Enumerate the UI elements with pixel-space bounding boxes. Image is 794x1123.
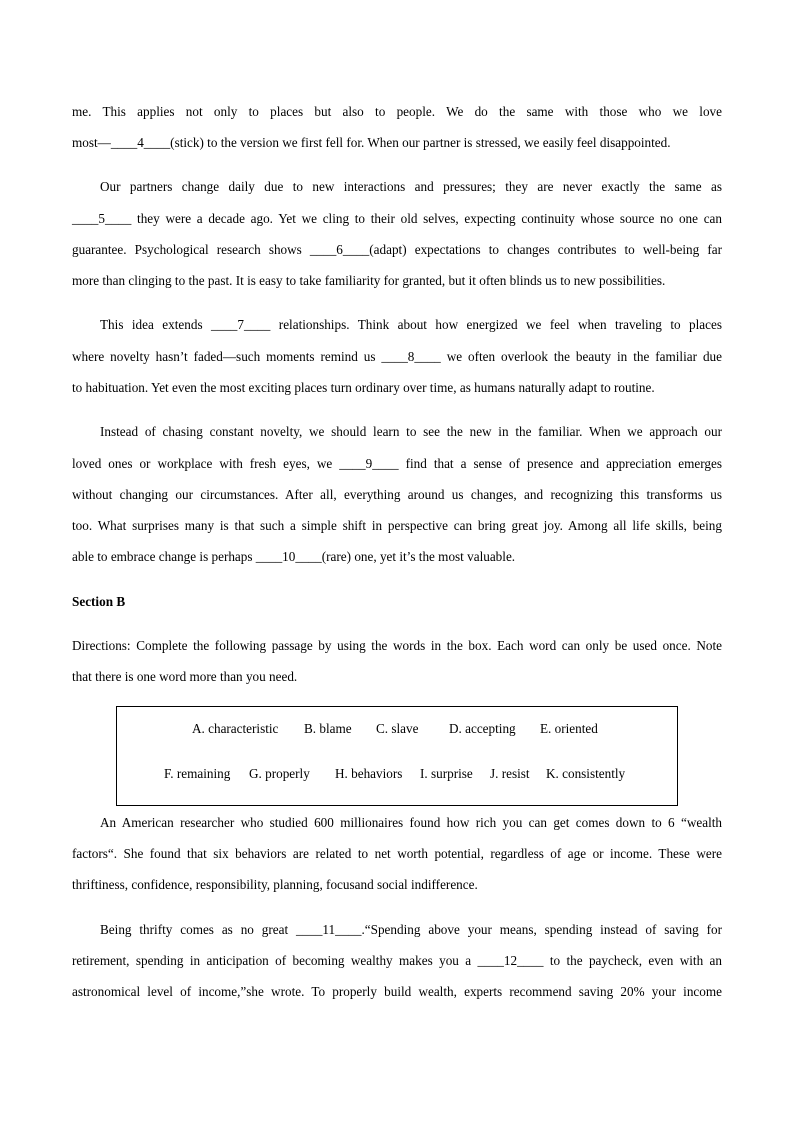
paragraph-line: without changing our circumstances. After all, everything around us changes, and recognizing this transforms us bbox=[72, 487, 722, 502]
paragraph-line: thriftiness, confidence, responsibility, planning, focusand social indifference. bbox=[72, 877, 478, 892]
word-option: I. surprise bbox=[420, 766, 473, 781]
paragraph-line: loved ones or workplace with fresh eyes, we ____9____ find that a sense of presence and appreciation emerges bbox=[72, 456, 722, 471]
word-option: C. slave bbox=[376, 721, 419, 736]
word-option: A. characteristic bbox=[192, 721, 279, 736]
word-option: E. oriented bbox=[540, 721, 598, 736]
paragraph-line: Being thrifty comes as no great ____11____.“Spending above your means, spending instead of saving for bbox=[100, 922, 722, 937]
paragraph-line: ____5____ they were a decade ago. Yet we cling to their old selves, expecting continuity whose source no one can bbox=[72, 211, 722, 226]
paragraph-line: Instead of chasing constant novelty, we should learn to see the new in the familiar. When we approach our bbox=[100, 424, 722, 439]
paragraph-line: guarantee. Psychological research shows ____6____(adapt) expectations to changes contributes to well-being far bbox=[72, 242, 722, 257]
paragraph-line: factors“. She found that six behaviors are related to net worth potential, regardless of age or income. These were bbox=[72, 846, 722, 861]
section-heading: Section B bbox=[72, 594, 126, 609]
word-option: K. consistently bbox=[546, 766, 626, 781]
paragraph-line: Our partners change daily due to new interactions and pressures; they are never exactly the same as bbox=[100, 179, 722, 194]
word-option: D. accepting bbox=[449, 721, 516, 736]
directions-line: Directions: Complete the following passage by using the words in the box. Each word can only be used once. Note bbox=[72, 638, 722, 653]
paragraph-line: astronomical level of income,”she wrote. To properly build wealth, experts recommend saving 20% your income bbox=[72, 984, 722, 999]
paragraph-line: An American researcher who studied 600 millionaires found how rich you can get comes down to 6 “wealth bbox=[100, 815, 722, 830]
word-option: F. remaining bbox=[164, 766, 231, 781]
paragraph-line: This idea extends ____7____ relationships. Think about how energized we feel when traveling to places bbox=[100, 317, 722, 332]
paragraph-line: me. This applies not only to places but also to people. We do the same with those who we love bbox=[72, 104, 722, 119]
paragraph-line: able to embrace change is perhaps ____10____(rare) one, yet it’s the most valuable. bbox=[72, 549, 516, 564]
paragraph-line: to habituation. Yet even the most exciting places turn ordinary over time, as humans naturally adapt to routine. bbox=[72, 380, 655, 395]
word-option: B. blame bbox=[304, 721, 352, 736]
paragraph-line: too. What surprises many is that such a simple shift in perspective can bring great joy. Among all life skills, being bbox=[72, 518, 722, 533]
directions-line: that there is one word more than you need. bbox=[72, 669, 298, 684]
word-option: G. properly bbox=[249, 766, 310, 781]
paragraph-line: most—____4____(stick) to the version we first fell for. When our partner is stressed, we easily feel disappointed. bbox=[72, 135, 671, 150]
word-option: H. behaviors bbox=[335, 766, 403, 781]
paragraph-line: retirement, spending in anticipation of becoming wealthy makes you a ____12____ to the paycheck, even with an bbox=[72, 953, 722, 968]
word-bank-box bbox=[116, 706, 678, 806]
word-option: J. resist bbox=[490, 766, 530, 781]
paragraph-line: where novelty hasn’t faded—such moments remind us ____8____ we often overlook the beauty in the familiar due bbox=[72, 349, 722, 364]
paragraph-line: more than clinging to the past. It is easy to take familiarity for granted, but it often blinds us to new possibilities. bbox=[72, 273, 666, 288]
